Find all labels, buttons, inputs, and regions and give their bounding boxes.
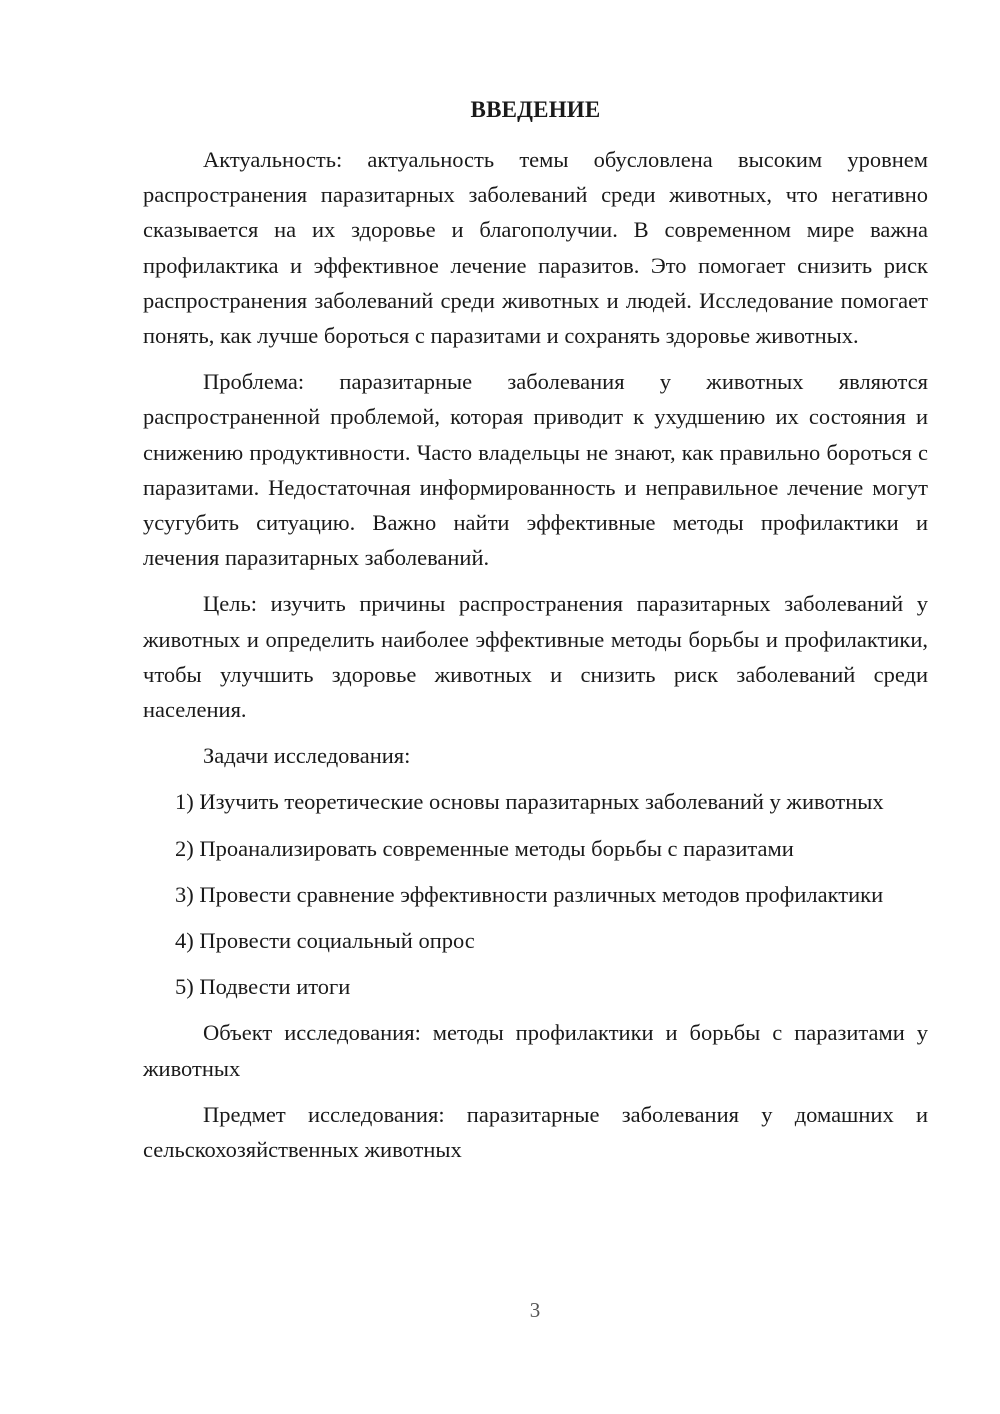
- section-title: ВВЕДЕНИЕ: [470, 97, 601, 122]
- task-item-4: 4) Провести социальный опрос: [175, 928, 475, 954]
- tasks-heading: Задачи исследования:: [203, 743, 411, 769]
- task-item-2: 2) Проанализировать современные методы борьбы с паразитами: [175, 835, 794, 861]
- paragraph-problem: Проблема: паразитарные заболевания у животных являются распространенной проблемой, которая приводит к ухудшению их состояния и снижению продуктивности. Часто владельцы не знают, как правильно бороться с паразитами. Недостаточная информированность и неправильное лечение могут усугубить ситуацию. Важно найти эффективные методы профилактики и лечения паразитарных заболеваний.: [143, 369, 928, 571]
- paragraph-object: Объект исследования: методы профилактики и борьбы с паразитами у животных: [143, 1020, 928, 1081]
- document-page: [143, 95, 928, 1178]
- task-item-3: 3) Провести сравнение эффективности различных методов профилактики: [175, 881, 884, 907]
- task-item-5: 5) Подвести итоги: [175, 974, 351, 1000]
- paragraph-actuality: Актуальность: актуальность темы обусловлена высоким уровнем распространения паразитарных заболеваний среди животных, что негативно сказывается на их здоровье и благополучии. В современном мире важна профилактика и эффективное лечение паразитов. Это помогает снизить риск распространения заболеваний среди животных и людей. Исследование помогает понять, как лучше бороться с паразитами и сохранять здоровье животных.: [143, 147, 928, 349]
- task-item-1: 1) Изучить теоретические основы паразитарных заболеваний у животных: [175, 789, 884, 815]
- paragraph-goal: Цель: изучить причины распространения паразитарных заболеваний у животных и определить наиболее эффективные методы борьбы и профилактики, чтобы улучшить здоровье животных и снизить риск заболеваний среди населения.: [143, 591, 928, 723]
- page-number: 3: [529, 1298, 541, 1322]
- paragraph-subject: Предмет исследования: паразитарные заболевания у домашних и сельскохозяйственных животных: [143, 1101, 928, 1163]
